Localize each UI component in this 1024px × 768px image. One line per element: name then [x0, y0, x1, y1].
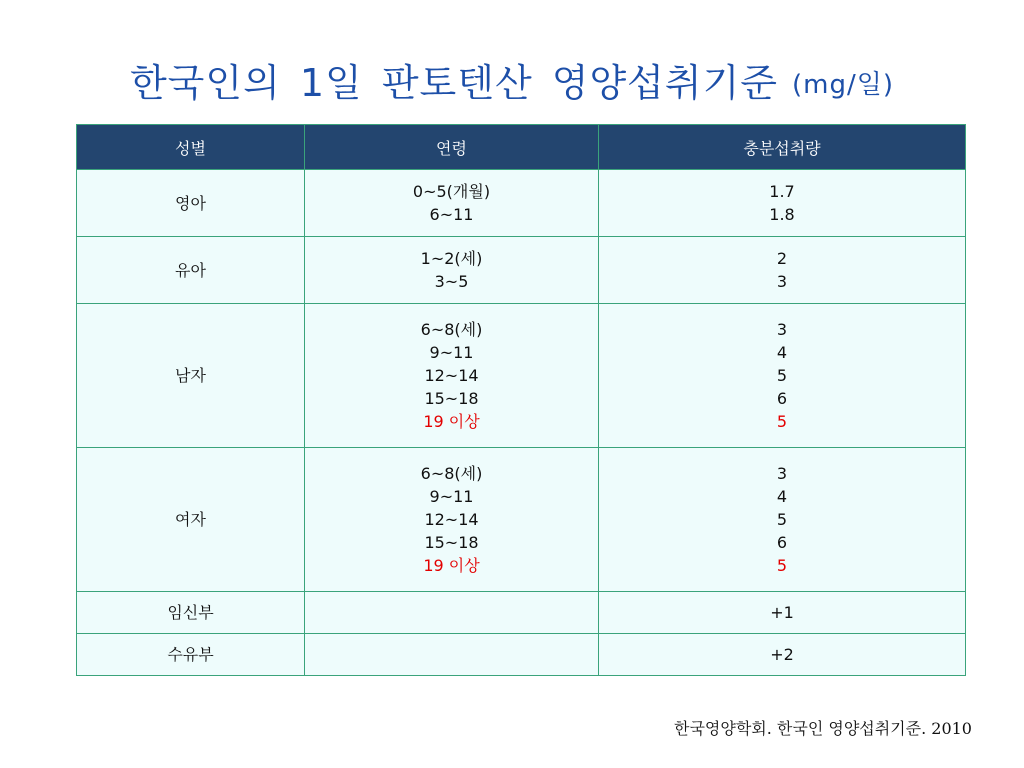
age-item: 6~8(세): [420, 320, 483, 339]
intake-item: 5: [776, 510, 788, 529]
age-cell: [305, 170, 599, 237]
age-list: [421, 247, 483, 293]
age-item-highlight: 19 이상: [423, 412, 480, 431]
intake-cell: [599, 237, 966, 304]
group-label: 영아: [77, 170, 305, 237]
intake-item: 3: [776, 320, 788, 339]
intake-item: 1.7: [769, 182, 795, 201]
table-row-infant: [77, 170, 966, 237]
age-cell: [305, 304, 599, 448]
age-list: [421, 462, 483, 577]
age-item: 9~11: [429, 487, 474, 506]
table-row-pregnant: [77, 592, 966, 634]
table-row-toddler: [77, 237, 966, 304]
title-main: 한국인의 1일 판토텐산 영양섭취기준: [129, 61, 779, 105]
age-list: [421, 318, 483, 433]
age-item: 9~11: [429, 343, 474, 362]
age-list: [413, 180, 490, 226]
group-label: 임신부: [77, 592, 305, 634]
age-cell: [305, 634, 599, 676]
intake-item: 6: [776, 389, 788, 408]
intake-item: 2: [776, 249, 788, 268]
age-item: 0~5(개월): [412, 182, 491, 201]
intake-item-highlight: 5: [776, 412, 788, 431]
intake-item: 3: [776, 464, 788, 483]
age-item-highlight: 19 이상: [423, 556, 480, 575]
group-label: 수유부: [77, 634, 305, 676]
intake-item-highlight: 5: [776, 556, 788, 575]
intake-list: [777, 247, 787, 293]
intake-list: [777, 318, 787, 433]
intake-cell: +2: [599, 634, 966, 676]
table-row-lactating: [77, 634, 966, 676]
nutrition-table: [76, 124, 966, 676]
intake-list: [769, 180, 794, 226]
group-label: 남자: [77, 304, 305, 448]
table-row-male: [77, 304, 966, 448]
intake-cell: [599, 304, 966, 448]
intake-item: 5: [776, 366, 788, 385]
intake-item: 3: [776, 272, 788, 291]
age-item: 12~14: [424, 510, 479, 529]
table-row-female: [77, 448, 966, 592]
age-cell: [305, 237, 599, 304]
intake-cell: [599, 448, 966, 592]
age-item: 15~18: [424, 533, 479, 552]
age-item: 3~5: [434, 272, 469, 291]
intake-cell: +1: [599, 592, 966, 634]
title-unit: (mg/일): [792, 70, 895, 100]
intake-item: 1.8: [769, 205, 795, 224]
age-item: 6~8(세): [420, 464, 483, 483]
age-cell: [305, 592, 599, 634]
age-item: 15~18: [424, 389, 479, 408]
intake-item: 4: [776, 343, 788, 362]
age-item: 12~14: [424, 366, 479, 385]
age-item: 6~11: [429, 205, 474, 224]
header-age: 연령: [305, 125, 599, 170]
intake-item: 4: [776, 487, 788, 506]
group-label: 여자: [77, 448, 305, 592]
page-title: [0, 52, 1024, 107]
intake-cell: [599, 170, 966, 237]
intake-item: 6: [776, 533, 788, 552]
header-row: [77, 125, 966, 170]
age-item: 1~2(세): [420, 249, 483, 268]
header-intake: 충분섭취량: [599, 125, 966, 170]
intake-list: [777, 462, 787, 577]
header-sex: 성별: [77, 125, 305, 170]
age-cell: [305, 448, 599, 592]
citation: 한국영양학회. 한국인 영양섭취기준. 2010: [674, 719, 972, 738]
group-label: 유아: [77, 237, 305, 304]
